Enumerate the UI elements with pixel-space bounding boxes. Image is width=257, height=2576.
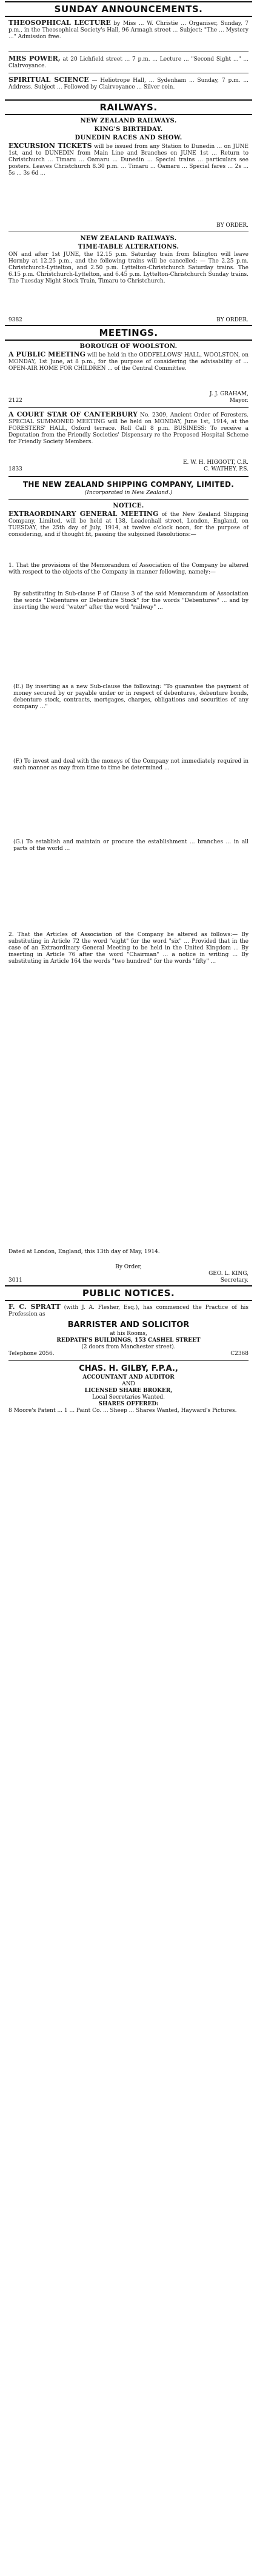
ad-lead: THEOSOPHICAL LECTURE xyxy=(8,19,111,27)
building-line: REDPATH'S BUILDINGS, 153 CASHEL STREET xyxy=(56,1337,201,1343)
section-heading-railways: RAILWAYS. xyxy=(5,99,252,115)
ad-lead: A COURT STAR OF CANTERBURY xyxy=(8,411,138,418)
spratt-telephone-row xyxy=(8,1351,249,1357)
by-order: By Order, xyxy=(115,1264,142,1270)
woolston-signature-row xyxy=(8,398,249,404)
signature-name: J. J. GRAHAM, xyxy=(209,391,249,397)
woolston-signature xyxy=(8,391,249,398)
gilby-text: 8 Moore's Patent ... 1 ... Paint Co. ... Sheep ... Shares Wanted, Hayward's Pictures. xyxy=(8,1408,237,1414)
ad-text: No. 2309, Ancient Order of Foresters. SPECIAL SUMMONED MEETING will be held on MONDAY, June 1st, 1914, at the FORESTERS' HALL, Oxford terrace. Roll Call 8 p.m. BUSINESS: To receive a Deputation from the Friendly Societies' Dispensary re the Proposed Hospital Scheme for Friendly Society Members. xyxy=(8,412,249,445)
timetable-heading: TIME-TABLE ALTERATIONS. xyxy=(78,244,179,250)
resolution-sub-a: By substituting in Sub-clause F of Clause 3 of the said Memorandum of Association the words "Debentures or Debenture Stock" for the words "Debentures" ... and by inserting the word "water" after the word "railway" ... xyxy=(13,591,249,611)
gilby-line: Local Secretaries Wanted. xyxy=(92,1394,165,1400)
ad-text: (with J. A. Flesher, Esq.), has commenced the Practice of his Profession as xyxy=(8,1305,249,1317)
excursion-ad xyxy=(8,142,249,222)
gilby-line: ACCOUNTANT AND AUDITOR xyxy=(82,1374,175,1380)
ad-lead: SPIRITUAL SCIENCE xyxy=(8,76,89,84)
signature-title: Mayor. xyxy=(229,398,249,404)
signature-name: C. WATHEY, P.S. xyxy=(204,466,249,472)
gilby-name: CHAS. H. GILBY, F.P.A., xyxy=(79,1364,178,1373)
resolution-2: 2. That the Articles of Association of the Company be altered as follows:— By substituting in Article 72 the word "eight" for the word "six" ... Provided that in the case of an Extraordinary General Meeting to be held in the United Kingdom ... By inserting in Article 76 after the word "Chairman" ... a notice in writing ... By substituting in Article 164 the words "two hundred" for the words "fifty" ... xyxy=(8,932,249,965)
rooms-line: at his Rooms, xyxy=(110,1331,147,1337)
resolution-sub-g: (G.) To establish and maintain or procure the establishment ... branches ... in all parts of the world ... xyxy=(13,839,249,852)
dunedin-races-heading: DUNEDIN RACES AND SHOW. xyxy=(75,135,182,141)
woolston-heading: BOROUGH OF WOOLSTON. xyxy=(79,343,178,350)
ad-lead: A PUBLIC MEETING xyxy=(8,351,85,358)
dated-line: Dated at London, England, this 13th day of May, 1914. xyxy=(8,1249,160,1255)
by-order: BY ORDER. xyxy=(216,222,249,229)
ad-text: ON and after 1st JUNE, the 12.15 p.m. Saturday train from Islington will leave Hornby at 12.25 p.m., and the following trains will be cancelled: — The 2.25 p.m. Christchurch-Lyttelton, and 2.50 p.m. Lyttelton-Christchurch Saturday trains. The 6.15 p.m. Christchurch-Lyttelton, and 6.45 p.m. Lyttelton-Christchurch Sunday trains. The Tuesday Night Stock Train, Timaru to Christchurch. xyxy=(8,252,249,284)
divider xyxy=(8,499,249,500)
ad-number: C2368 xyxy=(230,1351,249,1357)
gilby-line: LICENSED SHARE BROKER, xyxy=(84,1388,173,1394)
kings-birthday-heading: KING'S BIRTHDAY. xyxy=(94,126,163,133)
divider xyxy=(8,1360,249,1361)
address-line: (2 doors from Manchester street). xyxy=(81,1344,176,1350)
divider xyxy=(8,476,249,477)
ad-text: will be issued from any Station to Dunedin ... on JUNE 1st, and to DUNEDIN from Main Line and Branches on JUNE 1st ... Return to Christchurch ... Timaru ... Oamaru ... Dunedin ... Special trains ... particulars see posters. Leaves Christchurch 8.30 p.m. ... Timaru ... Oamaru ... Special fares ... 2s ... 5s ... 3s 6d ... xyxy=(8,144,249,176)
ad-lead: F. C. SPRATT xyxy=(8,1303,61,1311)
incorporation-note: (Incorporated in New Zealand.) xyxy=(84,490,173,496)
court-signature xyxy=(8,460,249,466)
barrister-line: BARRISTER AND SOLICITOR xyxy=(67,1320,190,1330)
signature-title: Secretary. xyxy=(220,1277,249,1283)
section-heading-sunday: SUNDAY ANNOUNCEMENTS. xyxy=(5,1,252,17)
ad-lead: EXCURSION TICKETS xyxy=(8,142,92,150)
ad-text: of the New Zealand Shipping Company, Limited, will be held at 138, Leadenhall street, London, England, on TUESDAY, the 25th day of July, 1914, at twelve o'clock noon, for the purpose of considering, and if thought fit, passing the subjoined Resolutions:— xyxy=(8,512,249,538)
shipping-signature-row xyxy=(8,1277,249,1284)
by-order: BY ORDER. xyxy=(216,317,249,323)
ad-number: 3011 xyxy=(8,1277,22,1283)
egm-ad xyxy=(8,510,249,563)
gilby-line: SHARES OFFERED: xyxy=(98,1401,159,1407)
ad-number: 1833 xyxy=(8,466,22,472)
woolston-ad xyxy=(8,351,249,391)
theosophical-ad xyxy=(8,19,249,49)
divider xyxy=(8,407,249,408)
ad-text: by Miss ... W. Christie ... Organiser, Sunday, 7 p.m., in the Theosophical Society's Hall, 96 Armagh street ... Subject: "The ... Mystery ..." Admission free. xyxy=(8,21,249,40)
timetable-signature xyxy=(8,317,249,324)
nz-railways-heading: NEW ZEALAND RAILWAYS. xyxy=(80,235,177,242)
section-heading-public-notices: PUBLIC NOTICES. xyxy=(5,1285,252,1301)
ad-text: — Heliotrope Hall, ... Sydenham ... Sunday, 7 p.m. ... Address. Subject ... Followed by Clairvoyance ... Silver coin. xyxy=(8,78,249,90)
resolution-sub-f: (F.) To invest and deal with the moneys of the Company not immediately required in such manner as may from time to time be determined ... xyxy=(13,758,249,771)
nz-railways-heading: NEW ZEALAND RAILWAYS. xyxy=(80,118,177,124)
resolution-1: 1. That the provisions of the Memorandum of Association of the Company be altered with respect to the objects of the Company in manner following, namely:— xyxy=(8,563,249,575)
ad-lead: EXTRAORDINARY GENERAL MEETING xyxy=(8,510,159,518)
court-signature-row xyxy=(8,466,249,473)
ad-text: will be held in the ODDFELLOWS' HALL, WOOLSTON, on MONDAY, 1st June, at 8 p.m., for the purpose of considering the advisability of ... OPEN-AIR HOME FOR CHILDREN ... of the Central Committee. xyxy=(8,352,249,372)
shipping-signature xyxy=(8,1271,249,1277)
telephone: Telephone 2056. xyxy=(8,1351,55,1357)
court-star-ad xyxy=(8,411,249,460)
ad-lead: MRS POWER, xyxy=(8,55,61,62)
spratt-ad xyxy=(8,1303,249,1319)
ad-number: 9382 xyxy=(8,317,22,323)
mrs-power-ad xyxy=(8,55,249,70)
section-heading-meetings: MEETINGS. xyxy=(5,325,252,341)
nz-shipping-heading: THE NEW ZEALAND SHIPPING COMPANY, LIMITED. xyxy=(22,480,235,489)
notice-heading: NOTICE. xyxy=(113,503,144,509)
signature-name: GEO. L. KING, xyxy=(209,1271,249,1277)
signature-name: E. W. H. HIGGOTT, C.R. xyxy=(182,460,249,466)
gilby-line: AND xyxy=(122,1381,135,1387)
spiritual-science-ad xyxy=(8,76,249,98)
ad-text: at 20 Lichfield street ... 7 p.m. ... Lecture ... "Second Sight ..." ... Clairvoyance. xyxy=(8,56,249,69)
ad-number: 2122 xyxy=(8,398,22,404)
timetable-ad xyxy=(8,252,249,317)
resolution-sub-e: (E.) By inserting as a new Sub-clause the following: "To guarantee the payment of money secured by or payable under or in respect of debentures, debenture bonds, debenture stock, contracts, mortgages, charges, obligations and securities of any company ..." xyxy=(13,684,249,710)
